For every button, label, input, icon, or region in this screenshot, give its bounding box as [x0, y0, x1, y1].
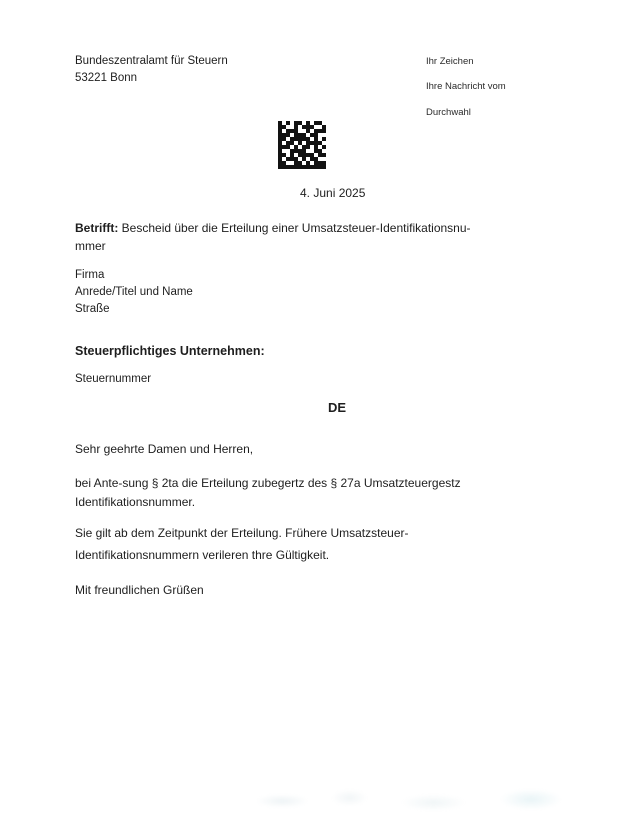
tax-number-label: Steuernummer: [75, 373, 152, 385]
sender-address-block: [75, 53, 228, 87]
recipient-address-block: [75, 267, 193, 318]
body-paragraph2-line1: Sie gilt ab dem Zeitpunkt der Erteilung. Frühere Umsatzsteuer-: [75, 526, 409, 540]
closing-greeting: Mit freundlichen Grüßen: [75, 583, 204, 597]
company-section-heading: Steuerpflichtiges Unternehmen:: [75, 344, 265, 358]
datamatrix-barcode: [278, 121, 326, 169]
subject-label: Betrifft:: [75, 221, 119, 235]
body-paragraph2-line2: Identifikationsnummern verileren thre Gültigkeit.: [75, 548, 330, 562]
sender-city: 53221 Bonn: [75, 72, 138, 84]
your-message-label: Ihre Nachricht vom: [426, 81, 506, 92]
scan-artifact: [242, 785, 578, 817]
letter-date: 4. Juni 2025: [300, 186, 366, 200]
body-paragraph1-line2: Identifikationsnummer.: [75, 495, 196, 509]
recipient-street-line: Straße: [75, 303, 110, 315]
extension-label: Durchwahl: [426, 107, 471, 118]
subject-text-line1: Bescheid über die Erteilung einer Umsatzsteuer-Identifikationsnu-: [121, 221, 471, 235]
recipient-name-line: Anrede/Titel und Name: [75, 286, 193, 298]
body-paragraph1-line1: bei Ante-sung § 2ta die Erteilung zubegertz des § 27a Umsatzteuergestz: [75, 476, 461, 490]
recipient-company-line: Firma: [75, 269, 105, 281]
sender-name: Bundeszentralamt für Steuern: [75, 55, 228, 67]
your-reference-label: Ihr Zeichen: [426, 56, 474, 67]
subject-text-line2: mmer: [75, 238, 106, 253]
subject-line: [75, 220, 507, 255]
salutation: Sehr geehrte Damen und Herren,: [75, 442, 254, 456]
vat-id-prefix: DE: [328, 400, 347, 415]
